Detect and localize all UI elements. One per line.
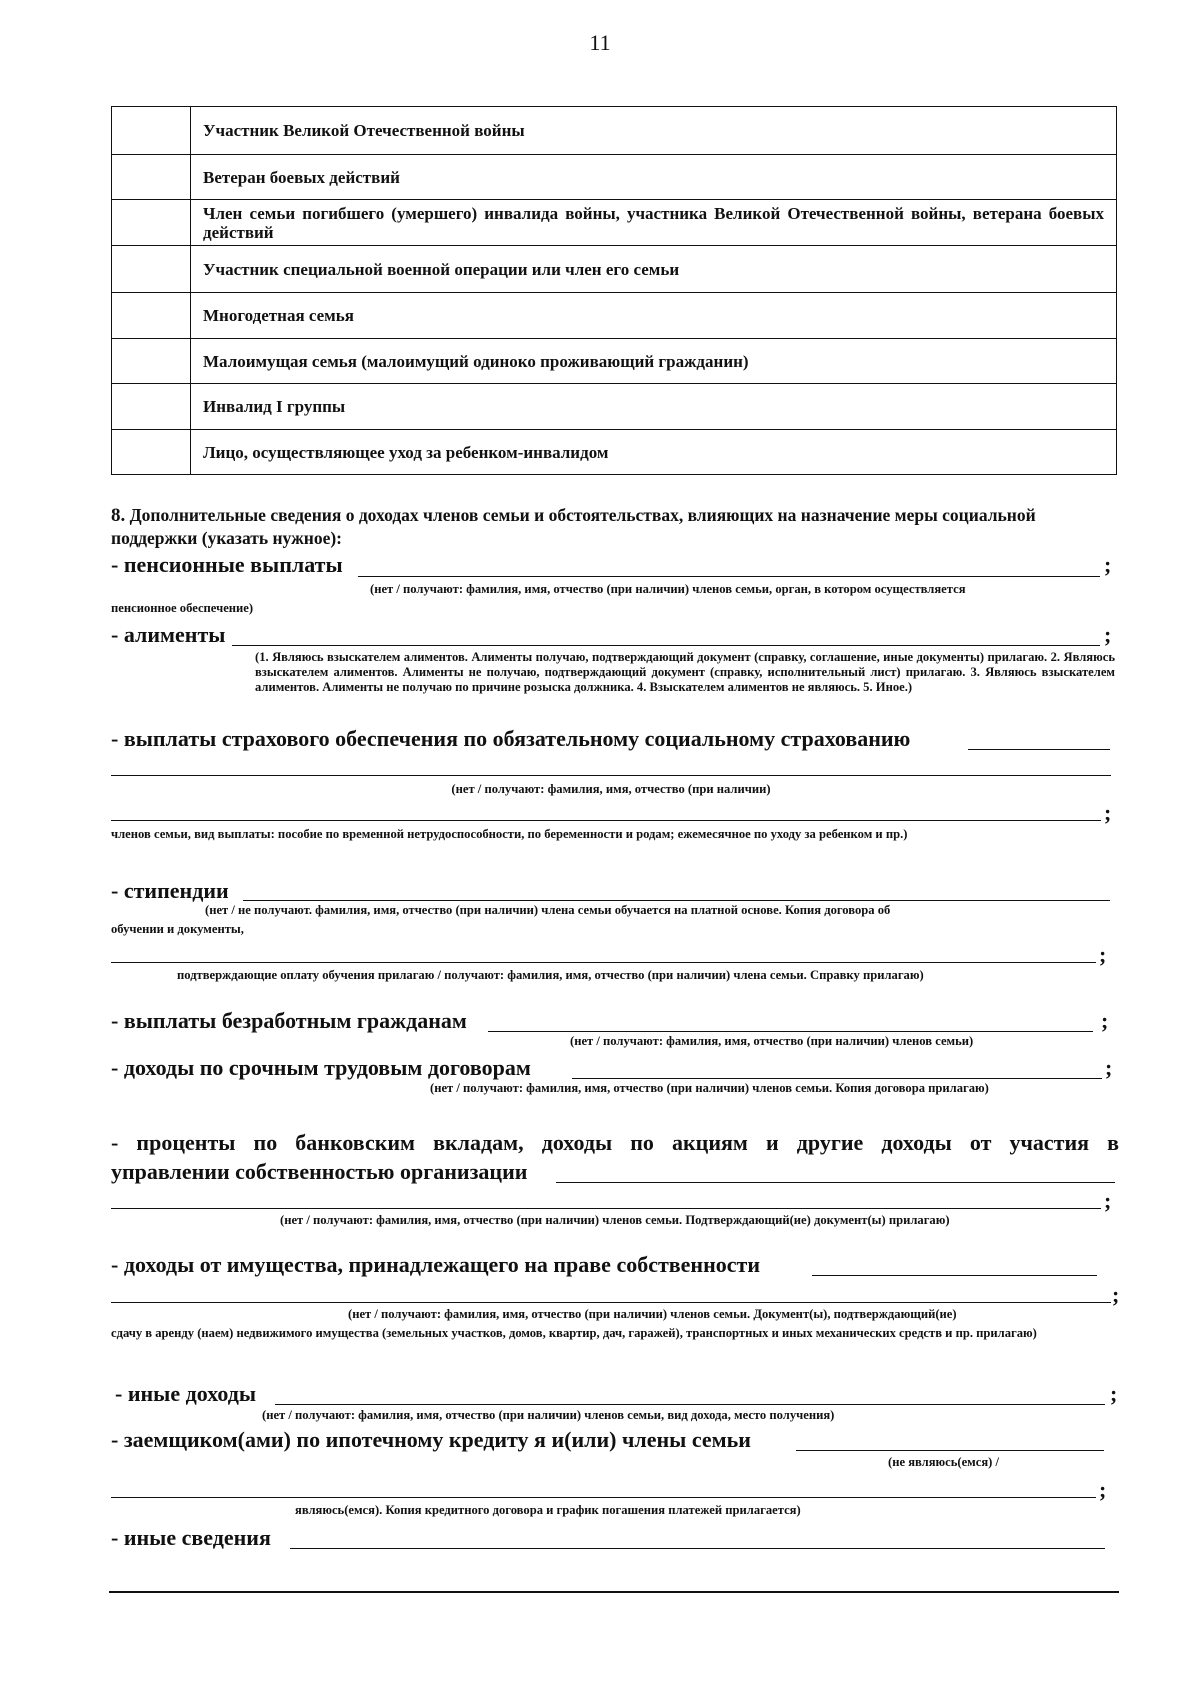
mortgage-note: (не являюсь(емся) /: [888, 1455, 999, 1469]
property-note-cont: сдачу в аренду (наем) недвижимого имущества (земельных участков, домов, квартир, дач, гаражей), транспортных и иных механических средств и пр. прилагаю): [111, 1326, 1037, 1340]
category-label: Лицо, осуществляющее уход за ребенком-инвалидом: [191, 430, 1117, 475]
section-heading: [111, 504, 1111, 549]
alimony-field[interactable]: [232, 645, 1100, 646]
other-income-label: - иные доходы: [115, 1381, 257, 1406]
checkbox-cell[interactable]: [112, 107, 191, 155]
checkbox-cell[interactable]: [112, 293, 191, 339]
insurance-field[interactable]: [968, 749, 1110, 750]
insurance-note: (нет / получают: фамилия, имя, отчество (при наличии): [451, 782, 771, 796]
section-number: 8.: [111, 505, 126, 526]
mortgage-field[interactable]: [796, 1450, 1104, 1451]
table-row: [112, 155, 1117, 200]
stipend-label: - стипендии: [111, 878, 229, 903]
insurance-field-line-3[interactable]: [111, 820, 1101, 821]
deposits-note: (нет / получают: фамилия, имя, отчество (при наличии) членов семьи. Подтверждающий(ие) документ(ы) прилагаю): [280, 1213, 950, 1227]
pension-label: - пенсионные выплаты: [111, 552, 343, 577]
pension-field[interactable]: [358, 576, 1100, 577]
table-row: [112, 339, 1117, 384]
insurance-label: - выплаты страхового обеспечения по обязательному социальному страхованию: [111, 726, 911, 751]
property-field-line-2[interactable]: [111, 1302, 1111, 1303]
semicolon: ;: [1099, 1477, 1107, 1502]
table-row: [112, 107, 1117, 155]
table-row: [112, 200, 1117, 246]
property-field[interactable]: [812, 1275, 1097, 1276]
category-table: [111, 106, 1117, 475]
unemployed-label: - выплаты безработным гражданам: [111, 1008, 467, 1033]
semicolon: ;: [1105, 1055, 1113, 1080]
semicolon: ;: [1104, 622, 1112, 647]
contracts-note: (нет / получают: фамилия, имя, отчество (при наличии) членов семьи. Копия договора прилагаю): [430, 1081, 989, 1095]
semicolon: ;: [1104, 1188, 1112, 1213]
checkbox-cell[interactable]: [112, 384, 191, 430]
contracts-field[interactable]: [572, 1078, 1102, 1079]
stipend-note-cont: обучении и документы,: [111, 922, 244, 936]
semicolon: ;: [1112, 1282, 1120, 1307]
semicolon: ;: [1104, 552, 1112, 577]
pension-note: (нет / получают: фамилия, имя, отчество (при наличии) членов семьи, орган, в котором осуществляется: [370, 582, 966, 596]
category-label: Малоимущая семья (малоимущий одиноко проживающий гражданин): [191, 339, 1117, 384]
category-label: Многодетная семья: [191, 293, 1117, 339]
stipend-note: (нет / не получают. фамилия, имя, отчество (при наличии) члена семьи обучается на платной основе. Копия договора об: [205, 903, 891, 917]
table-row: [112, 384, 1117, 430]
checkbox-cell[interactable]: [112, 155, 191, 200]
insurance-note-cont: членов семьи, вид выплаты: пособие по временной нетрудоспособности, по беременности и родам; ежемесячное по уходу за ребенком и пр.): [111, 827, 908, 841]
semicolon: ;: [1099, 942, 1107, 967]
insurance-field-line-2[interactable]: [111, 775, 1111, 776]
bottom-rule: [109, 1591, 1119, 1593]
deposits-label: - проценты по банковским вкладам, доходы по акциям и другие доходы от участия в: [111, 1130, 1119, 1155]
deposits-label-cont: управлении собственностью организации: [111, 1159, 528, 1184]
checkbox-cell[interactable]: [112, 430, 191, 475]
category-label: Ветеран боевых действий: [191, 155, 1117, 200]
checkbox-cell[interactable]: [112, 246, 191, 293]
alimony-label: - алименты: [111, 622, 226, 647]
contracts-label: - доходы по срочным трудовым договорам: [111, 1055, 531, 1080]
page-number: 11: [589, 30, 611, 55]
semicolon: ;: [1104, 800, 1112, 825]
alimony-note: (1. Являюсь взыскателем алиментов. Алименты получаю, подтверждающий документ (справку, соглашение, иные документы) прилагаю. 2. Являюсь взыскателем алиментов. Алименты не получаю, подтверждающий документ (справку, исполнительный лист) прилагаю. 3. Являюсь взыскателем алиментов. Алименты не получаю по причине розыска должника. 4. Взыскателем алиментов не являюсь. 5. Иное.): [255, 650, 1115, 694]
pension-note-cont: пенсионное обеспечение): [111, 601, 254, 615]
checkbox-cell[interactable]: [112, 339, 191, 384]
deposits-field[interactable]: [556, 1182, 1115, 1183]
deposits-field-line-2[interactable]: [111, 1208, 1101, 1209]
category-label: Член семьи погибшего (умершего) инвалида войны, участника Великой Отечественной войны, ветерана боевых действий: [191, 200, 1117, 246]
table-row: [112, 430, 1117, 475]
stipend-note-cont-2: подтверждающие оплату обучения прилагаю / получают: фамилия, имя, отчество (при наличии) члена семьи. Справку прилагаю): [177, 968, 924, 982]
other-income-field[interactable]: [275, 1404, 1105, 1405]
mortgage-label: - заемщиком(ами) по ипотечному кредиту я и(или) члены семьи: [111, 1427, 751, 1452]
other-info-field[interactable]: [290, 1548, 1105, 1549]
mortgage-note-cont: являюсь(емся). Копия кредитного договора и график погашения платежей прилагается): [295, 1503, 801, 1517]
section-heading-text: Дополнительные сведения о доходах членов семьи и обстоятельствах, влияющих на назначение меры социальной поддержки (указать нужное):: [111, 505, 1036, 548]
table-row: [112, 293, 1117, 339]
category-label: Участник Великой Отечественной войны: [191, 107, 1117, 155]
semicolon: ;: [1101, 1008, 1109, 1033]
category-label: Инвалид I группы: [191, 384, 1117, 430]
mortgage-field-line-2[interactable]: [111, 1497, 1096, 1498]
property-note: (нет / получают: фамилия, имя, отчество (при наличии) членов семьи. Документ(ы), подтверждающий(ие): [348, 1307, 957, 1321]
table-row: [112, 246, 1117, 293]
checkbox-cell[interactable]: [112, 200, 191, 246]
other-income-note: (нет / получают: фамилия, имя, отчество (при наличии) членов семьи, вид дохода, место получения): [262, 1408, 835, 1422]
stipend-field-line-2[interactable]: [111, 962, 1096, 963]
unemployed-note: (нет / получают: фамилия, имя, отчество (при наличии) членов семьи): [570, 1034, 974, 1048]
unemployed-field[interactable]: [488, 1031, 1093, 1032]
property-label: - доходы от имущества, принадлежащего на праве собственности: [111, 1252, 761, 1277]
stipend-field[interactable]: [243, 900, 1110, 901]
other-info-label: - иные сведения: [111, 1525, 271, 1550]
semicolon: ;: [1110, 1381, 1118, 1406]
category-label: Участник специальной военной операции или член его семьи: [191, 246, 1117, 293]
